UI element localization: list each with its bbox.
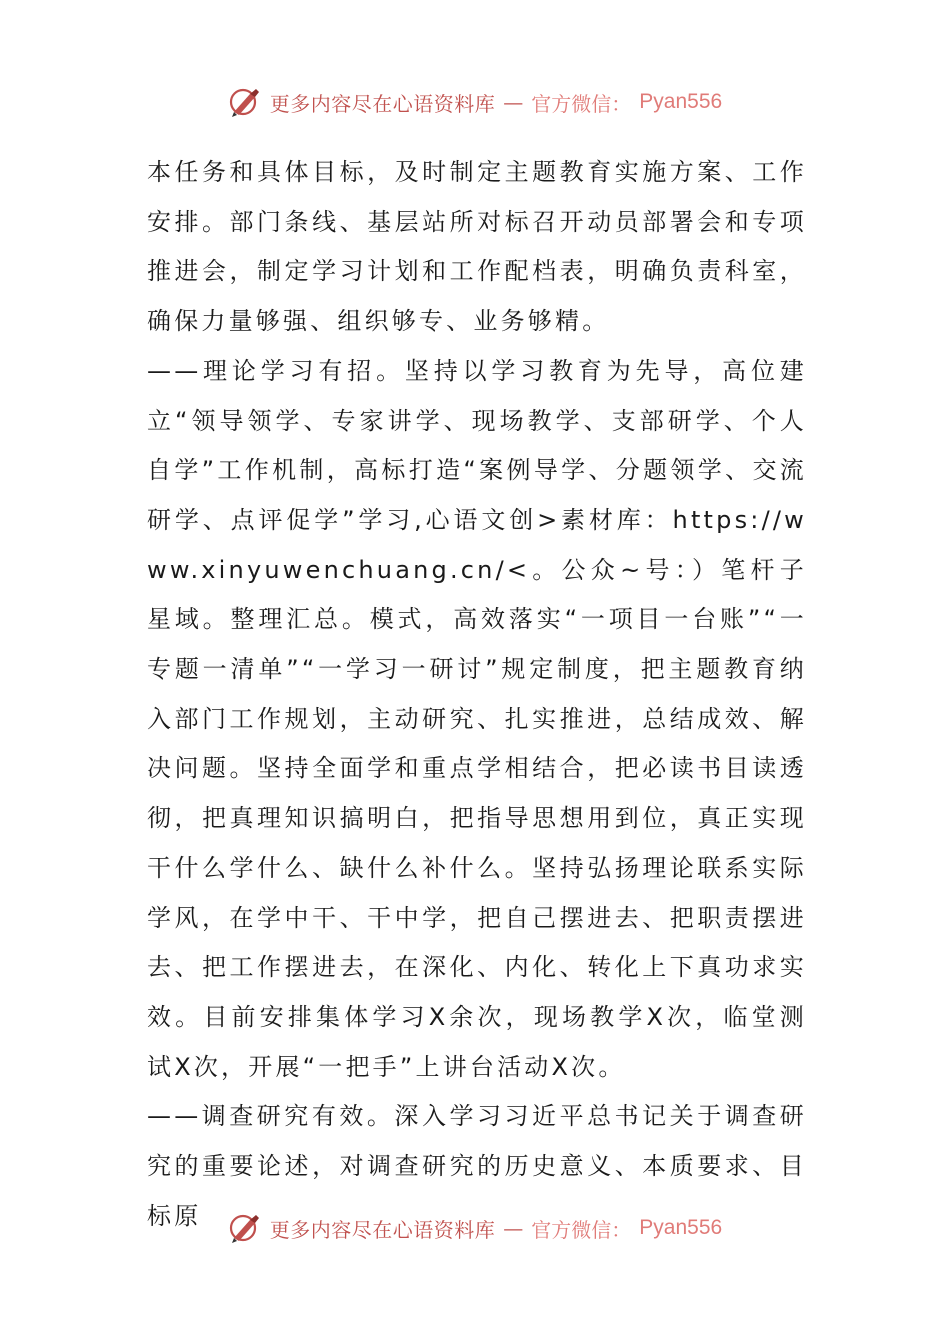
dash: — xyxy=(503,1216,524,1240)
official-label: 官方微信： xyxy=(531,91,632,116)
paragraph: 本任务和具体目标，及时制定主题教育实施方案、工作安排。部门条线、基层站所对标召开动员部署会和专项推进会，制定学习计划和工作配档表，明确负责科室，确保力量够强、组织够专、业务够精。 xyxy=(147,158,807,336)
promo-text: 更多内容尽在心语资料库 xyxy=(269,1217,496,1242)
wechat-id: Pyan556 xyxy=(639,90,723,113)
paragraph: ——调查研究有效。深入学习习近平总书记关于调查研究的重要论述，对调查研究的历史意义、本质要求、目标原 xyxy=(147,1102,807,1230)
dash: — xyxy=(503,90,524,114)
document-body xyxy=(147,148,807,1241)
paragraph: ——理论学习有招。坚持以学习教育为先导，高位建立“领导领学、专家讲学、现场教学、支部研学、个人自学”工作机制，高标打造“案例导学、分题领学、交流研学、点评促学”学习,心语文创>素材库：https://www.xinyuwenchuang.cn/<。公众~号：）笔杆子星域。整理汇总。模式，高效落实“一项目一台账”“一专题一清单”“一学习一研讨”规定制度，把主题教育纳入部门工作规划，主动研究、扎实推进，总结成效、解决问题。坚持全面学和重点学相结合，把必读书目读透彻，把真理知识搞明白，把指导思想用到位，真正实现干什么学什么、缺什么补什么。坚持弘扬理论联系实际学风，在学中干、干中学，把自己摆进去、把职责摆进去、把工作摆进去，在深化、内化、转化上下真功求实效。目前安排集体学习X余次，现场教学X次，临堂测试X次，开展“一把手”上讲台活动X次。 xyxy=(147,356,807,1081)
pen-logo-icon xyxy=(228,1211,262,1245)
wechat-id: Pyan556 xyxy=(639,1216,723,1239)
pen-logo-icon xyxy=(228,85,262,119)
footer-banner xyxy=(0,1208,950,1248)
official-label: 官方微信： xyxy=(531,1217,632,1242)
header-banner xyxy=(0,82,950,122)
promo-text: 更多内容尽在心语资料库 xyxy=(269,91,496,116)
